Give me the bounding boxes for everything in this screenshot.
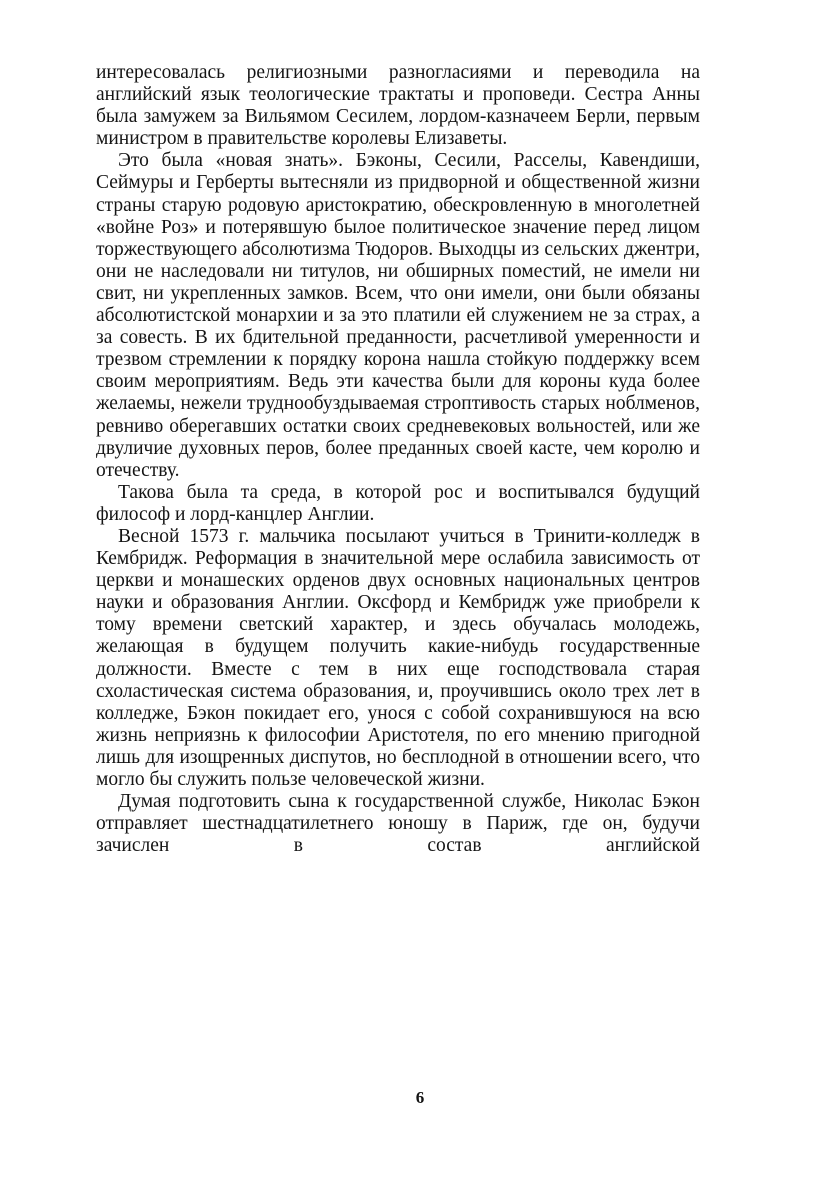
paragraph-continued: интересовалась религиозными разногласиями и переводила на английский язык теологические трактаты и проповеди. Сестра Анны была замужем за Вильямом Сесилем, лордом-казначеем Берли, первым министром в правительстве королевы Елизаветы. bbox=[96, 62, 700, 150]
page-number: 6 bbox=[415, 1088, 425, 1107]
paragraph-environment: Такова была та среда, в которой рос и воспитывался будущий философ и лорд-канцлер Англии. bbox=[96, 481, 700, 525]
paragraph-cambridge: Весной 1573 г. мальчика посылают учиться в Тринити-колледж в Кембридж. Реформация в значительной мере ослабила зависимость от церкви и монашеских орденов двух основных национальных центров науки и образования Англии. Оксфорд и Кембридж уже приобрели к тому времени светский характер, и здесь обучалась молодежь, желающая в будущем получить какие-нибудь государственные должности. Вместе с тем в них еще господствовала старая схоластическая система образования, и, проучившись около трех лет в колледже, Бэкон покидает его, унося с собой сохранившуюся на всю жизнь неприязнь к философии Аристотеля, по его мнению пригодной лишь для изощренных диспутов, но бесплодной в отношении всего, что могло бы служить пользе человеческой жизни. bbox=[96, 525, 700, 790]
paragraph-new-nobility: Это была «новая знать». Бэконы, Сесили, Расселы, Кавендиши, Сеймуры и Герберты вытесняли из придворной и общественной жизни страны старую родовую аристократию, обескровленную в многолетней «войне Роз» и потерявшую былое политическое значение перед лицом торжествующего абсолютизма Тюдоров. Выходцы из сельских джентри, они не наследовали ни титулов, ни обширных поместий, не имели ни свит, ни укрепленных замков. Всем, что они имели, они были обязаны абсолютистской монархии и за это платили ей служением не за страх, а за совесть. В их бдительной преданности, расчетливой умеренности и трезвом стремлении к порядку корона нашла стойкую поддержку всем своим мероприятиям. Ведь эти качества были для короны куда более желаемы, нежели труднообуздываемая строптивость старых ноблменов, ревниво оберегавших остатки своих средневековых вольностей, или же двуличие духовных перов, более преданных своей касте, чем королю и отечеству. bbox=[96, 150, 700, 481]
paragraph-paris: Думая подготовить сына к государственной службе, Николас Бэкон отправляет шестнадцатилетнего юношу в Париж, где он, будучи зачислен в состав английской bbox=[96, 791, 700, 857]
page-body bbox=[96, 62, 700, 857]
